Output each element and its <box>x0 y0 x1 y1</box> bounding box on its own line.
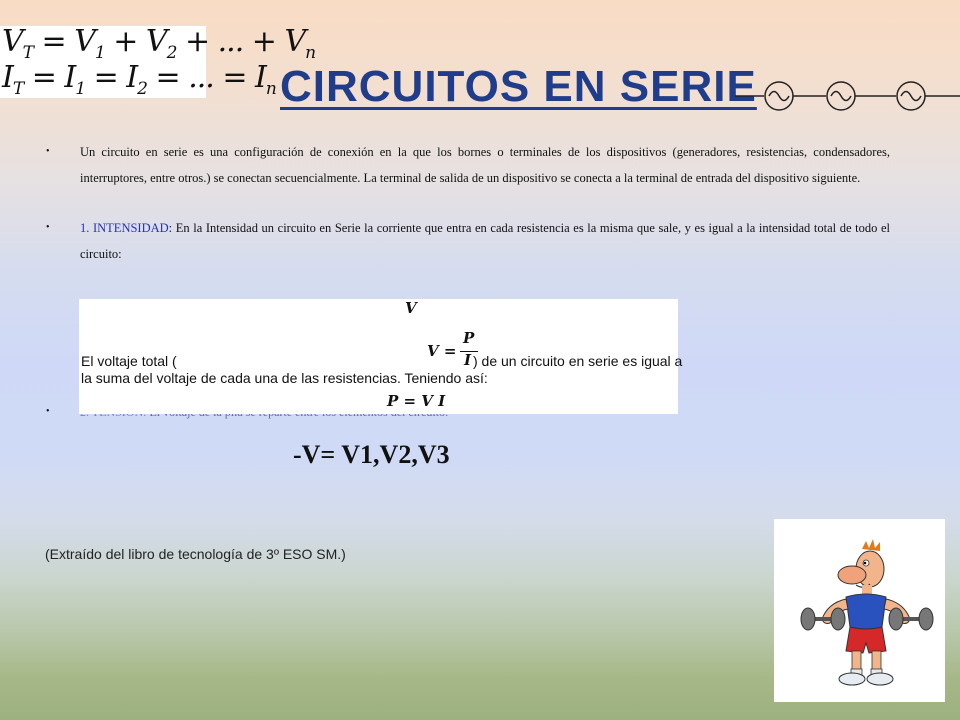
bullet-definition <box>46 139 890 191</box>
equation-v-symbol: V <box>405 299 417 317</box>
equation-text-line1-end: ) de un circuito en serie es igual a <box>473 353 683 369</box>
formula-voltage: $V_T = V_1 + V_2$ + ... + $V_n$ <box>2 24 316 63</box>
ac-sources-line-icon <box>735 76 960 116</box>
formula-image <box>0 24 316 99</box>
equation-text-line1-start: El voltaje total ( <box>81 353 177 369</box>
bullet-dot-icon: • <box>46 222 50 233</box>
fraction-lhs: V = <box>427 342 457 360</box>
bullet-intensidad <box>46 215 890 267</box>
source-note: (Extraído del libro de tecnología de 3º ESO SM.) <box>45 546 346 562</box>
intensidad-description: : En la Intensidad un circuito en Serie la corriente que entra en cada resistencia es la misma que sale, y es igual a la intensidad total de todo el circuito: <box>80 221 890 261</box>
bullet-dot-icon: • <box>46 406 50 417</box>
bullet-intensidad-text <box>80 215 890 267</box>
equation-text-line2: la suma del voltaje de cada una de las resistencias. Teniendo así: <box>81 370 488 386</box>
formula-current: $I_T = I_1 = I_2$ = ... = $I_n$ <box>2 60 276 99</box>
page-title: CIRCUITOS EN SERIE <box>280 62 757 111</box>
voltage-equation-box <box>79 299 683 414</box>
bullet-dot-icon: • <box>46 146 50 157</box>
bullet-definition-text: Un circuito en serie es una configuración de conexión en la que los bornes o terminales de los dispositivos (generadores, resistencias, condensadores, interruptores, entre otros.) se conectan secuencialmente. La terminal de salida de un dispositivo se conecta a la terminal de entrada del dispositivo siguiente. <box>80 145 890 185</box>
weightlifter-clipart-image <box>774 519 945 702</box>
fraction-denominator: I <box>464 351 472 369</box>
voltage-sum-equation: -V= V1,V2,V3 <box>293 440 450 469</box>
fraction-numerator: P <box>463 329 475 347</box>
power-equation: P = V I <box>387 392 446 410</box>
intensidad-label: 1. INTENSIDAD <box>80 221 169 235</box>
